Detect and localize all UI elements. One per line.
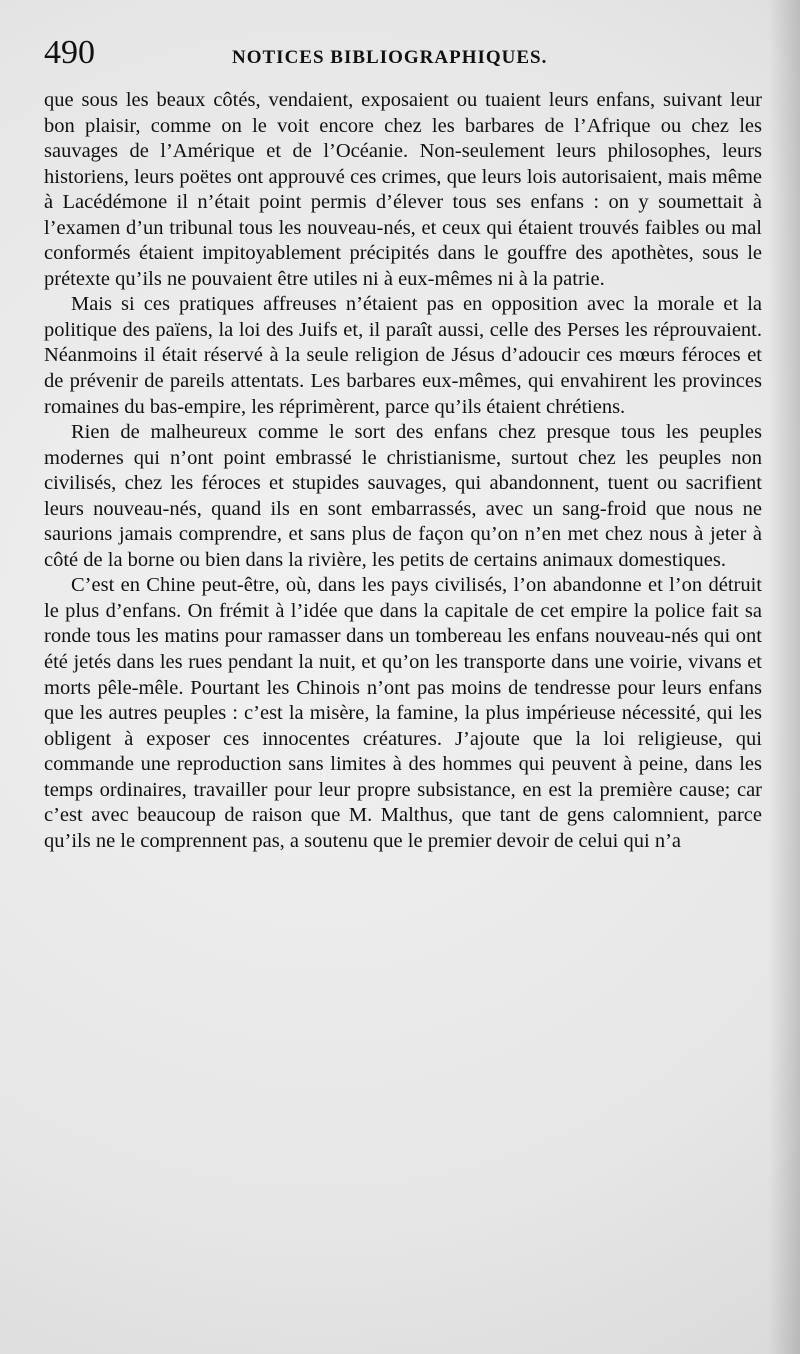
paragraph: Mais si ces pratiques affreuses n’étaient pas en opposition avec la morale et la politique des païens, la loi des Juifs et, il paraît aussi, celle des Perses les réprouvaient. Néanmoins il était réservé à la seule religion de Jésus d’adoucir ces mœurs féroces et de prévenir de pareils attentats. Les barbares eux-mêmes, qui envahirent les provinces romaines du bas-empire, les réprimèrent, parce qu’ils étaient chrétiens. [44, 293, 762, 418]
page-edge-shadow [768, 0, 800, 1354]
paragraph: Rien de malheureux comme le sort des enfans chez presque tous les peuples modernes qui n’ont point embrassé le christianisme, surtout chez les peuples non civilisés, chez les féroces et stupides sauvages, qui abandonnent, tuent ou sacrifient leurs nouveau-nés, quand ils en sont embarrassés, avec un sang-froid que nous ne saurions jamais comprendre, et sans plus de façon qu’on n’en met chez nous à jeter à côté de la borne ou bien dans la rivière, les petits de certains animaux domestiques. [44, 421, 762, 571]
page-number: 490 [44, 34, 95, 71]
running-title: NOTICES BIBLIOGRAPHIQUES. [232, 47, 548, 68]
paragraph: C’est en Chine peut-être, où, dans les pays civilisés, l’on abandonne et l’on détruit le plus d’enfans. On frémit à l’idée que dans la capitale de cet empire la police fait sa ronde tous les matins pour ramasser dans un tombereau les enfans nouveau-nés qui ont été jetés dans les rues pendant la nuit, et qu’on les transporte dans une voirie, vivans et morts pêle-mêle. Pourtant les Chinois n’ont pas moins de tendresse pour leurs enfans que les autres peuples : c’est la misère, la famine, la plus impérieuse nécessité, qui les obligent à exposer ces innocentes créatures. J’ajoute que la loi religieuse, qui commande une reproduction sans limites à des hommes qui peuvent à peine, dans les temps ordinaires, travailler pour leur propre subsistance, en est la première cause; car c’est avec beaucoup de raison que M. Malthus, que tant de gens calomnient, parce qu’ils ne le comprennent pas, a soutenu que le premier devoir de celui qui n’a [44, 574, 762, 852]
body-text [44, 88, 762, 854]
page-header [44, 28, 766, 88]
paragraph-continuation: que sous les beaux côtés, vendaient, exposaient ou tuaient leurs enfans, suivant leur bon plaisir, comme on le voit encore chez les barbares de l’Afrique ou chez les sauvages de l’Amérique et de l’Océanie. Non-seulement leurs philosophes, leurs historiens, leurs poëtes ont approuvé ces crimes, que leurs lois autorisaient, mais même à Lacédémone il n’était point permis d’élever tous ses enfans : on y soumettait à l’examen d’un tribunal tous les nouveau-nés, et ceux qui étaient trouvés faibles ou mal conformés étaient impitoyablement précipités dans le gouffre des apothètes, sous le prétexte qu’ils ne pouvaient être utiles ni à eux-mêmes ni à la patrie. [44, 89, 762, 290]
